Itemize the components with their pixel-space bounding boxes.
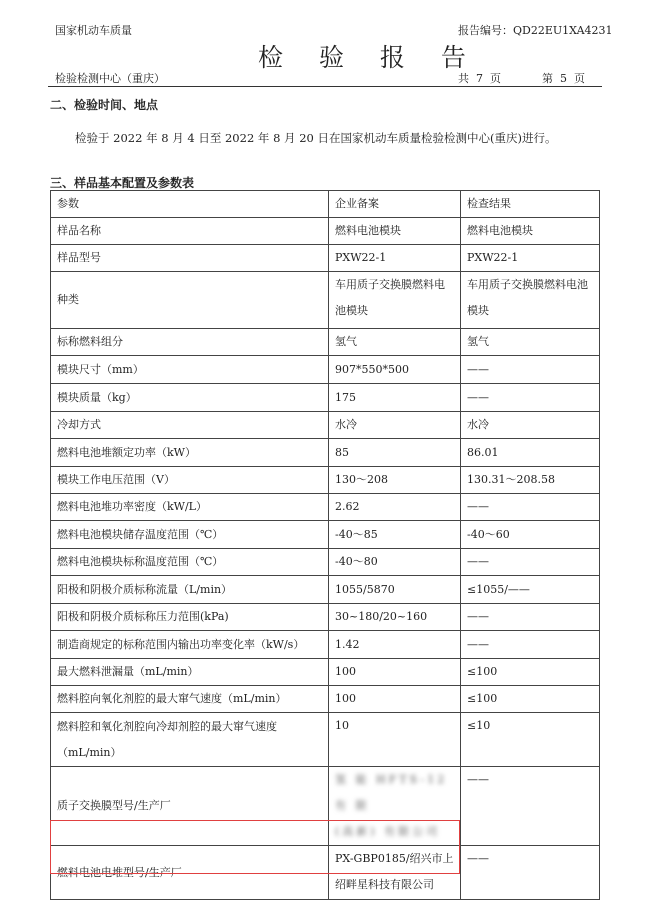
registered-value-cell: 85 — [329, 439, 461, 467]
org-name: 国家机动车质量 — [55, 24, 132, 37]
header-cell: 检查结果 — [461, 191, 600, 218]
param-cell: 样品型号 — [51, 245, 329, 272]
result-cell: 130.31～208.58 — [461, 467, 600, 494]
table-row — [51, 549, 600, 576]
result-cell: —— — [461, 384, 600, 412]
registered-value-cell: 车用质子交换膜燃料电池模块 — [329, 272, 461, 329]
registered-value-cell: -40～85 — [329, 521, 461, 549]
table-row — [51, 494, 600, 521]
registered-value-cell: 100 — [329, 686, 461, 713]
table-row — [51, 467, 600, 494]
registered-value-cell: 1055/5870 — [329, 576, 461, 604]
header-divider — [48, 86, 602, 87]
table-header-row — [51, 191, 600, 218]
report-number: 报告编号：QD22EU1XA4231 — [458, 24, 613, 37]
registered-value-cell: 100 — [329, 659, 461, 686]
table-row — [51, 412, 600, 439]
table-row — [51, 218, 600, 245]
registered-value-cell: 燃料电池模块 — [329, 218, 461, 245]
table-row — [51, 384, 600, 412]
section2-heading: 二、检验时间、地点 — [50, 98, 159, 112]
section2-text: 检验于 2022 年 8 月 4 日至 2022 年 8 月 20 日在国家机动车质量检验检测中心(重庆)进行。 — [75, 131, 557, 145]
table-row — [51, 245, 600, 272]
result-cell: —— — [461, 356, 600, 384]
param-cell: 冷却方式 — [51, 412, 329, 439]
result-cell: ≤1055/—— — [461, 576, 600, 604]
param-cell: 燃料电池模块储存温度范围（℃） — [51, 521, 329, 549]
result-cell: -40～60 — [461, 521, 600, 549]
registered-value-cell: PX-GBP0185/绍兴市上绍畔星科技有限公司 — [329, 846, 461, 900]
param-cell: 燃料腔和氧化剂腔向冷却剂腔的最大窜气速度（mL/min） — [51, 713, 329, 767]
result-cell: —— — [461, 494, 600, 521]
result-cell: ≤100 — [461, 659, 600, 686]
registered-value-cell: 氢气 — [329, 329, 461, 356]
param-cell: 燃料电池堆功率密度（kW/L） — [51, 494, 329, 521]
table-row — [51, 659, 600, 686]
param-cell: 燃料电池模块标称温度范围（℃） — [51, 549, 329, 576]
result-cell: ≤10 — [461, 713, 600, 767]
result-cell: —— — [461, 767, 600, 846]
result-cell: ≤100 — [461, 686, 600, 713]
param-cell: 模块尺寸（mm） — [51, 356, 329, 384]
report-title: 检 验 报 告 — [258, 43, 480, 72]
param-cell: 阳极和阴极介质标称压力范围(kPa) — [51, 604, 329, 631]
result-cell: —— — [461, 631, 600, 659]
highlight-box — [50, 820, 460, 874]
param-cell: 燃料电池堆额定功率（kW） — [51, 439, 329, 467]
param-cell: 质子交换膜型号/生产厂 — [51, 767, 329, 846]
header-cell: 参数 — [51, 191, 329, 218]
result-cell: —— — [461, 549, 600, 576]
param-cell: 标称燃料组分 — [51, 329, 329, 356]
total-pages: 共 7 页 — [458, 72, 501, 85]
registered-value-cell: -40～80 — [329, 549, 461, 576]
result-cell: 水冷 — [461, 412, 600, 439]
result-cell: 氢气 — [461, 329, 600, 356]
param-cell: 模块质量（kg） — [51, 384, 329, 412]
registered-value-cell: 130～208 — [329, 467, 461, 494]
table-row — [51, 631, 600, 659]
section3-heading: 三、样品基本配置及参数表 — [50, 176, 195, 190]
registered-value-cell: 1.42 — [329, 631, 461, 659]
param-cell: 种类 — [51, 272, 329, 329]
center-name: 检验检测中心（重庆） — [55, 72, 165, 85]
table-row — [51, 329, 600, 356]
table-row — [51, 686, 600, 713]
registered-value-cell: PXW22-1 — [329, 245, 461, 272]
page-number: 第 5 页 — [542, 72, 585, 85]
param-cell: 最大燃料泄漏量（mL/min） — [51, 659, 329, 686]
result-cell: 燃料电池模块 — [461, 218, 600, 245]
result-cell: —— — [461, 604, 600, 631]
param-cell: 阳极和阴极介质标称流量（L/min） — [51, 576, 329, 604]
table-row — [51, 439, 600, 467]
param-cell: 样品名称 — [51, 218, 329, 245]
table-row — [51, 713, 600, 767]
table-row — [51, 356, 600, 384]
param-cell: 燃料腔向氧化剂腔的最大窜气速度（mL/min） — [51, 686, 329, 713]
header-cell: 企业备案 — [329, 191, 461, 218]
table-row — [51, 272, 600, 329]
registered-value-cell: 水冷 — [329, 412, 461, 439]
result-cell: 86.01 — [461, 439, 600, 467]
param-cell: 制造商规定的标称范围内输出功率变化率（kW/s） — [51, 631, 329, 659]
table-row — [51, 576, 600, 604]
table-row — [51, 604, 600, 631]
param-cell: 模块工作电压范围（V） — [51, 467, 329, 494]
redacted-text: 氢 能 HFTS-12 有 限 (高新) 有限公司 — [335, 773, 448, 838]
table-row — [51, 521, 600, 549]
result-cell: PXW22-1 — [461, 245, 600, 272]
registered-value-cell: 10 — [329, 713, 461, 767]
param-cell: 燃料电池电堆型号/生产厂 — [51, 846, 329, 900]
registered-value-cell: 907*550*500 — [329, 356, 461, 384]
registered-value-cell: 30~180/20~160 — [329, 604, 461, 631]
result-cell: 车用质子交换膜燃料电池模块 — [461, 272, 600, 329]
registered-value-cell: 175 — [329, 384, 461, 412]
registered-value-cell: 2.62 — [329, 494, 461, 521]
result-cell: —— — [461, 846, 600, 900]
parameter-table — [50, 190, 600, 900]
